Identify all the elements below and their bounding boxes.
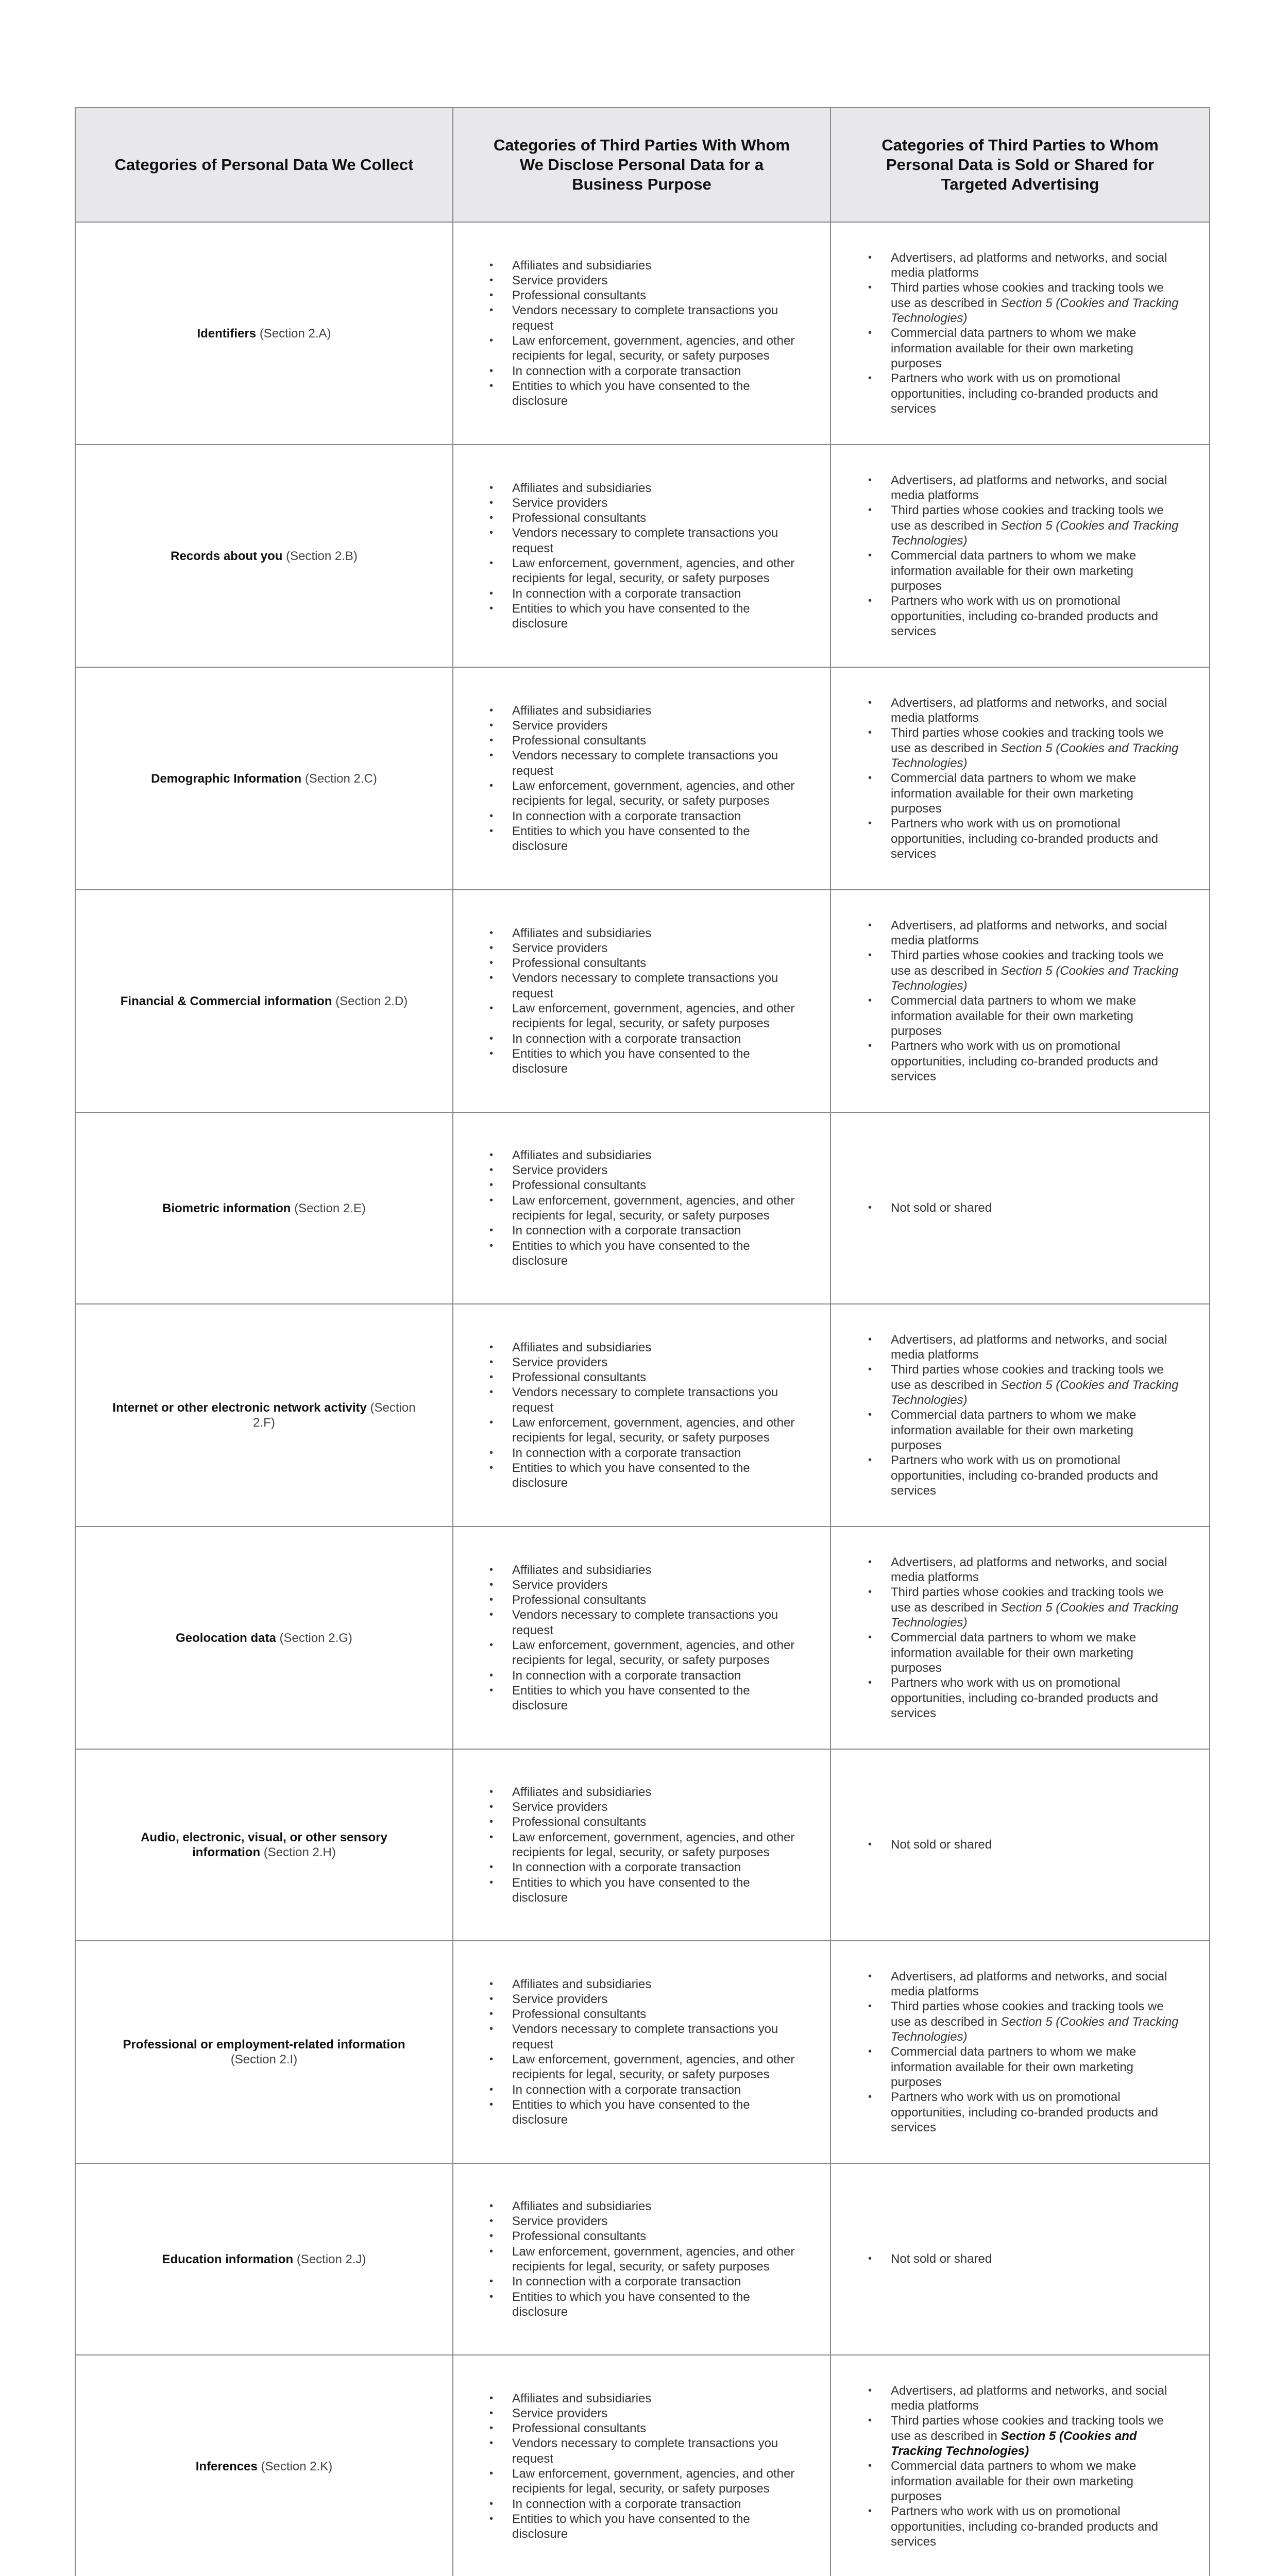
sold-cell <box>831 1941 1209 2164</box>
list-item: • Law enforcement, government, agencies, and other recipients for legal, security, or safety purposes <box>489 1193 799 1224</box>
cookies-text: Third parties whose cookies and tracking tools we use as described in <box>891 1999 1164 2029</box>
list-item: • Professional consultants <box>489 288 799 303</box>
sold-cell <box>831 445 1209 668</box>
list-item: • Law enforcement, government, agencies, and other recipients for legal, security, or safety purposes <box>489 1830 799 1860</box>
list-item: • Partners who work with us on promotional opportunities, including co-branded products and services <box>868 371 1183 416</box>
list-item: • Affiliates and subsidiaries <box>489 1785 799 1800</box>
list-item <box>868 1999 1183 2044</box>
list-item: • Advertisers, ad platforms and networks, and social media platforms <box>868 1555 1183 1585</box>
list-item: • Entities to which you have consented to the disclosure <box>489 1683 799 1714</box>
list-item: • In connection with a corporate transaction <box>489 1860 799 1875</box>
list-item: • Affiliates and subsidiaries <box>489 1148 799 1163</box>
list-item <box>868 1585 1183 1630</box>
list-item: • Affiliates and subsidiaries <box>489 258 799 273</box>
header-disclosed-parties <box>453 108 831 223</box>
list-item: • Advertisers, ad platforms and networks, and social media platforms <box>868 250 1183 281</box>
disclosure-cell <box>453 1750 831 1941</box>
category-cell <box>76 445 453 668</box>
list-item: • In connection with a corporate transaction <box>489 2082 799 2097</box>
list-item: • Advertisers, ad platforms and networks, and social media platforms <box>868 696 1183 726</box>
sold-list <box>868 250 1183 416</box>
category-cell <box>76 2355 453 2576</box>
list-item: • Advertisers, ad platforms and networks, and social media platforms <box>868 473 1183 503</box>
list-item: • Partners who work with us on promotional opportunities, including co-branded products and services <box>868 2504 1183 2549</box>
disclosure-list <box>489 1148 799 1268</box>
list-item: • Professional consultants <box>489 511 799 526</box>
disclosure-cell <box>453 1304 831 1527</box>
list-item: • Law enforcement, government, agencies, and other recipients for legal, security, or safety purposes <box>489 556 799 586</box>
list-item: • Affiliates and subsidiaries <box>489 481 799 496</box>
list-item: • Commercial data partners to whom we make information available for their own marketing purposes <box>868 1630 1183 1675</box>
cookies-section-ref: Section 5 (Cookies and Tracking Technologies) <box>891 963 1179 993</box>
sold-cell <box>831 1527 1209 1750</box>
list-item: • Service providers <box>489 1578 799 1592</box>
cookies-text: Third parties whose cookies and tracking tools we use as described in <box>891 503 1164 533</box>
list-item: • Partners who work with us on promotional opportunities, including co-branded products and services <box>868 1453 1183 1498</box>
sold-cell <box>831 1750 1209 1941</box>
category-name: Demographic Information <box>151 771 302 786</box>
list-item: • Professional consultants <box>489 1592 799 1607</box>
category-name: Professional or employment-related information <box>123 2038 405 2052</box>
list-item: • Vendors necessary to complete transactions you request <box>489 1607 799 1638</box>
list-item: • Service providers <box>489 273 799 288</box>
list-item: • Entities to which you have consented to the disclosure <box>489 2290 799 2320</box>
category-cell <box>76 223 453 445</box>
list-item: • Vendors necessary to complete transactions you request <box>489 526 799 556</box>
disclosure-cell <box>453 2355 831 2576</box>
list-item: • Law enforcement, government, agencies, and other recipients for legal, security, or safety purposes <box>489 778 799 809</box>
sold-list <box>868 2251 992 2266</box>
list-item: • Not sold or shared <box>868 1837 992 1852</box>
list-item: • Service providers <box>489 496 799 511</box>
list-item: • Professional consultants <box>489 733 799 748</box>
category-cell <box>76 1750 453 1941</box>
list-item <box>868 2413 1183 2459</box>
category-section: (Section 2.C) <box>304 771 377 786</box>
disclosure-cell <box>453 223 831 445</box>
header-text: Categories of Third Parties to Whom Personal Data is Sold or Shared for Targeted Advertising <box>882 136 1159 193</box>
list-item: • Commercial data partners to whom we make information available for their own marketing purposes <box>868 771 1183 816</box>
list-item: • In connection with a corporate transaction <box>489 2274 799 2289</box>
list-item: • Vendors necessary to complete transactions you request <box>489 971 799 1001</box>
disclosure-cell <box>453 445 831 668</box>
list-item <box>868 503 1183 548</box>
disclosure-cell <box>453 890 831 1113</box>
sold-cell <box>831 668 1209 890</box>
list-item: • In connection with a corporate transaction <box>489 364 799 379</box>
list-item: • Affiliates and subsidiaries <box>489 1563 799 1578</box>
sold-list <box>868 1200 992 1215</box>
cookies-section-ref: Section 5 (Cookies and Tracking Technologies) <box>891 741 1179 771</box>
disclosure-list <box>489 258 799 409</box>
list-item: • Professional consultants <box>489 1178 799 1193</box>
list-item: • Commercial data partners to whom we make information available for their own marketing purposes <box>868 993 1183 1039</box>
list-item: • Affiliates and subsidiaries <box>489 2199 799 2214</box>
list-item: • Not sold or shared <box>868 2251 992 2266</box>
sold-list <box>868 918 1183 1084</box>
list-item: • Service providers <box>489 2214 799 2229</box>
list-item: • Entities to which you have consented to the disclosure <box>489 2097 799 2128</box>
list-item: • Professional consultants <box>489 2421 799 2436</box>
list-item: • Law enforcement, government, agencies, and other recipients for legal, security, or safety purposes <box>489 2052 799 2082</box>
list-item: • Affiliates and subsidiaries <box>489 703 799 718</box>
disclosure-cell <box>453 1527 831 1750</box>
list-item: • Affiliates and subsidiaries <box>489 1977 799 1992</box>
list-item <box>868 280 1183 326</box>
disclosure-list <box>489 926 799 1077</box>
list-item: • Vendors necessary to complete transactions you request <box>489 2022 799 2052</box>
list-item <box>868 725 1183 771</box>
list-item: • Partners who work with us on promotional opportunities, including co-branded products and services <box>868 816 1183 861</box>
list-item: • Vendors necessary to complete transactions you request <box>489 748 799 778</box>
sold-cell <box>831 1113 1209 1304</box>
cookies-text: Third parties whose cookies and tracking tools we use as described in <box>891 2414 1164 2443</box>
cookies-section-ref: Section 5 (Cookies and Tracking Technologies) <box>891 296 1179 326</box>
category-name: Financial & Commercial information <box>120 994 332 1008</box>
list-item: • Law enforcement, government, agencies, and other recipients for legal, security, or safety purposes <box>489 2466 799 2497</box>
disclosure-cell <box>453 1941 831 2164</box>
list-item: • Entities to which you have consented to the disclosure <box>489 1461 799 1491</box>
list-item: • Commercial data partners to whom we make information available for their own marketing purposes <box>868 1408 1183 1453</box>
list-item: • Professional consultants <box>489 2229 799 2244</box>
category-name: Audio, electronic, visual, or other sensory information <box>141 1831 387 1859</box>
category-name: Internet or other electronic network activity <box>112 1401 367 1415</box>
list-item: • Partners who work with us on promotional opportunities, including co-branded products and services <box>868 594 1183 639</box>
list-item: • In connection with a corporate transaction <box>489 586 799 601</box>
list-item: • Entities to which you have consented to the disclosure <box>489 601 799 632</box>
list-item: • Affiliates and subsidiaries <box>489 2391 799 2406</box>
list-item: • Service providers <box>489 1992 799 2007</box>
list-item: • Law enforcement, government, agencies, and other recipients for legal, security, or safety purposes <box>489 333 799 364</box>
list-item: • Service providers <box>489 941 799 956</box>
list-item: • Entities to which you have consented to the disclosure <box>489 1046 799 1077</box>
category-cell <box>76 1527 453 1750</box>
data-disclosure-table <box>75 107 1210 2576</box>
category-name: Records about you <box>171 549 283 563</box>
list-item: • In connection with a corporate transaction <box>489 2497 799 2512</box>
list-item: • Advertisers, ad platforms and networks, and social media platforms <box>868 2383 1183 2414</box>
list-item <box>868 948 1183 993</box>
list-item: • Advertisers, ad platforms and networks, and social media platforms <box>868 918 1183 948</box>
header-categories-collected <box>76 108 453 223</box>
list-item: • Partners who work with us on promotional opportunities, including co-branded products and services <box>868 2090 1183 2135</box>
list-item: • In connection with a corporate transaction <box>489 1223 799 1238</box>
list-item: • Service providers <box>489 718 799 733</box>
list-item: • Service providers <box>489 1163 799 1178</box>
cookies-text: Third parties whose cookies and tracking tools we use as described in <box>891 1363 1164 1392</box>
list-item: • Law enforcement, government, agencies, and other recipients for legal, security, or safety purposes <box>489 2244 799 2275</box>
category-cell <box>76 668 453 890</box>
disclosure-list <box>489 1340 799 1491</box>
category-name: Inferences <box>195 2459 258 2473</box>
category-section: (Section 2.G) <box>279 1631 352 1645</box>
cookies-text: Third parties whose cookies and tracking tools we use as described in <box>891 726 1164 755</box>
list-item: • Professional consultants <box>489 956 799 971</box>
list-item: • Professional consultants <box>489 1370 799 1385</box>
cookies-section-ref: Section 5 (Cookies and Tracking Technologies) <box>891 1378 1179 1408</box>
list-item: • Advertisers, ad platforms and networks, and social media platforms <box>868 1969 1183 1999</box>
list-item: • Entities to which you have consented to the disclosure <box>489 1875 799 1906</box>
sold-list <box>868 1555 1183 1721</box>
list-item: • Entities to which you have consented to the disclosure <box>489 2512 799 2542</box>
list-item: • Partners who work with us on promotional opportunities, including co-branded products and services <box>868 1675 1183 1721</box>
sold-list <box>868 1837 992 1852</box>
list-item: • Advertisers, ad platforms and networks, and social media platforms <box>868 1332 1183 1363</box>
list-item: • Affiliates and subsidiaries <box>489 926 799 941</box>
header-text: Categories of Personal Data We Collect <box>114 156 414 174</box>
sold-cell <box>831 890 1209 1113</box>
category-cell <box>76 1113 453 1304</box>
list-item: • Service providers <box>489 2406 799 2421</box>
list-item: • In connection with a corporate transaction <box>489 1446 799 1461</box>
category-cell <box>76 890 453 1113</box>
list-item: • Commercial data partners to whom we make information available for their own marketing purposes <box>868 2044 1183 2090</box>
list-item: • Commercial data partners to whom we make information available for their own marketing purposes <box>868 2459 1183 2504</box>
cookies-section-ref: Section 5 (Cookies and Tracking Technologies) <box>891 2014 1179 2044</box>
category-cell <box>76 1941 453 2164</box>
list-item: • Vendors necessary to complete transactions you request <box>489 303 799 333</box>
list-item: • Affiliates and subsidiaries <box>489 1340 799 1355</box>
header-text: Categories of Third Parties With Whom We Disclose Personal Data for a Business Purpose <box>494 136 790 193</box>
list-item: • Law enforcement, government, agencies, and other recipients for legal, security, or safety purposes <box>489 1638 799 1668</box>
list-item: • Vendors necessary to complete transactions you request <box>489 2436 799 2466</box>
sold-list <box>868 473 1183 639</box>
sold-cell <box>831 2164 1209 2355</box>
list-item: • Not sold or shared <box>868 1200 992 1215</box>
category-section: (Section 2.D) <box>335 994 408 1008</box>
disclosure-cell <box>453 2164 831 2355</box>
category-section: (Section 2.F) <box>253 1401 416 1430</box>
cookies-section-ref: Section 5 (Cookies and Tracking Technologies) <box>891 1600 1179 1630</box>
category-cell <box>76 1304 453 1527</box>
list-item: • Professional consultants <box>489 1815 799 1829</box>
list-item: • Entities to which you have consented to the disclosure <box>489 824 799 854</box>
cookies-text: Third parties whose cookies and tracking tools we use as described in <box>891 948 1164 978</box>
category-section: (Section 2.A) <box>259 326 331 341</box>
sold-list <box>868 1969 1183 2135</box>
category-section: (Section 2.E) <box>294 1201 366 1215</box>
list-item: • Professional consultants <box>489 2007 799 2022</box>
category-section: (Section 2.K) <box>261 2459 333 2473</box>
list-item: • Entities to which you have consented to the disclosure <box>489 1239 799 1269</box>
list-item <box>868 1362 1183 1408</box>
disclosure-list <box>489 1563 799 1714</box>
category-section: (Section 2.I) <box>230 2053 298 2066</box>
cookies-section-ref: Section 5 (Cookies and Tracking Technologies) <box>891 2429 1137 2459</box>
disclosure-list <box>489 481 799 632</box>
sold-cell <box>831 1304 1209 1527</box>
disclosure-list <box>489 703 799 854</box>
sold-cell <box>831 2355 1209 2576</box>
disclosure-cell <box>453 668 831 890</box>
sold-list <box>868 696 1183 861</box>
header-sold-shared-parties <box>831 108 1209 223</box>
list-item: • Entities to which you have consented to the disclosure <box>489 379 799 409</box>
sold-list <box>868 2383 1183 2549</box>
list-item: • Partners who work with us on promotional opportunities, including co-branded products and services <box>868 1039 1183 1084</box>
list-item: • In connection with a corporate transaction <box>489 1031 799 1046</box>
disclosure-list <box>489 1977 799 2128</box>
cookies-text: Third parties whose cookies and tracking tools we use as described in <box>891 281 1164 310</box>
category-cell <box>76 2164 453 2355</box>
category-name: Geolocation data <box>176 1631 276 1645</box>
list-item: • Law enforcement, government, agencies, and other recipients for legal, security, or safety purposes <box>489 1415 799 1446</box>
category-name: Education information <box>162 2252 294 2266</box>
category-section: (Section 2.J) <box>296 2252 366 2266</box>
list-item: • In connection with a corporate transaction <box>489 1668 799 1683</box>
cookies-section-ref: Section 5 (Cookies and Tracking Technologies) <box>891 518 1179 548</box>
sold-cell <box>831 223 1209 445</box>
cookies-text: Third parties whose cookies and tracking tools we use as described in <box>891 1585 1164 1615</box>
disclosure-cell <box>453 1113 831 1304</box>
category-section: (Section 2.H) <box>263 1845 336 1859</box>
list-item: • Commercial data partners to whom we make information available for their own marketing purposes <box>868 548 1183 594</box>
disclosure-list <box>489 1785 799 1905</box>
list-item: • Service providers <box>489 1355 799 1370</box>
list-item: • Commercial data partners to whom we make information available for their own marketing purposes <box>868 326 1183 371</box>
list-item: • In connection with a corporate transaction <box>489 809 799 824</box>
category-name: Identifiers <box>197 326 257 341</box>
list-item: • Service providers <box>489 1800 799 1815</box>
list-item: • Law enforcement, government, agencies, and other recipients for legal, security, or safety purposes <box>489 1001 799 1031</box>
category-name: Biometric information <box>162 1201 291 1215</box>
sold-list <box>868 1332 1183 1498</box>
disclosure-list <box>489 2199 799 2319</box>
category-section: (Section 2.B) <box>286 549 358 563</box>
disclosure-list <box>489 2391 799 2542</box>
list-item: • Vendors necessary to complete transactions you request <box>489 1385 799 1415</box>
